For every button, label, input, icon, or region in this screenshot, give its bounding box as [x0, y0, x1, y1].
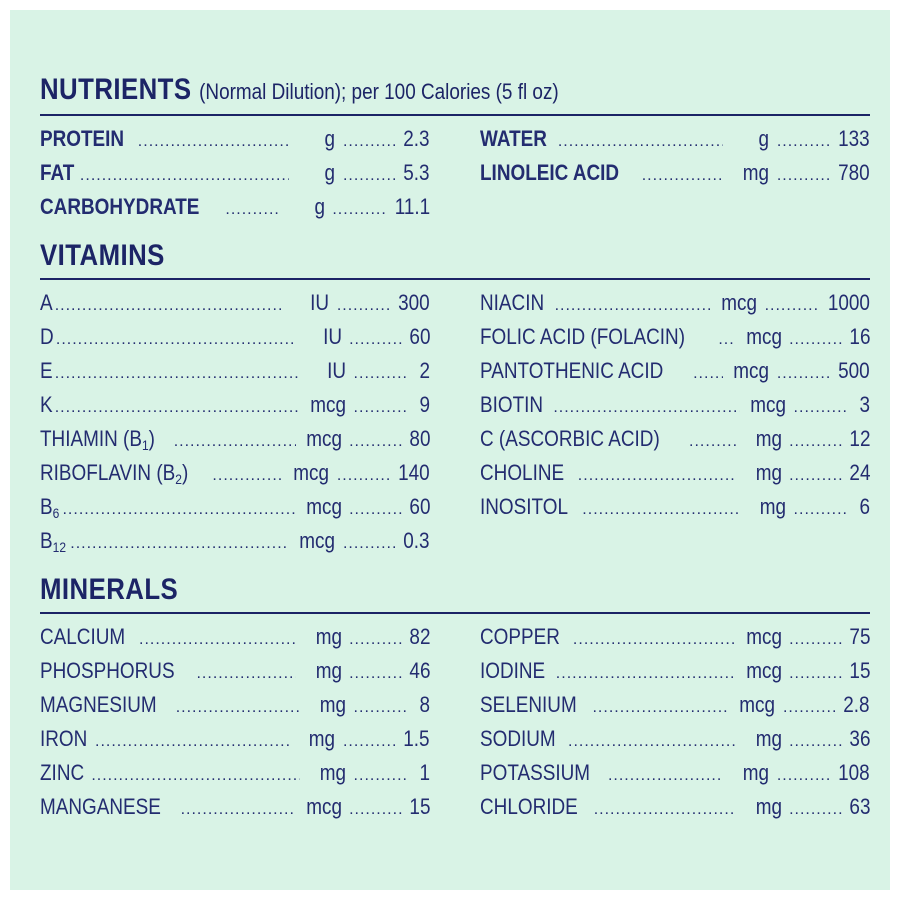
mineral-row-copper [480, 620, 870, 654]
section-divider [40, 114, 870, 116]
nutrition-panel [10, 10, 890, 890]
leader-dots [341, 125, 397, 159]
row-unit: mg [755, 460, 782, 485]
row-value: 108 [838, 760, 870, 785]
row-unit: mcg [745, 658, 782, 683]
leader-dots [555, 289, 711, 323]
leader-dots [573, 623, 736, 657]
row-value: 75 [848, 624, 870, 649]
leader-dots [788, 323, 844, 357]
row-label: SODIUM [480, 726, 556, 751]
nutrient-row-water [480, 122, 870, 156]
leader-dots [718, 323, 735, 357]
leader-dots [594, 793, 736, 827]
vitamin-row-niacin [480, 286, 870, 320]
leader-dots [775, 159, 831, 193]
nutrients-right-column [480, 122, 870, 224]
row-unit: IU [322, 324, 342, 349]
row-label: ZINC [40, 760, 85, 785]
nutrients-title: NUTRIENTS [40, 73, 192, 106]
vitamin-row-b12 [40, 524, 430, 558]
mineral-row-chloride [480, 790, 870, 824]
leader-dots [341, 159, 397, 193]
row-value: 24 [848, 460, 870, 485]
row-label: MANGANESE [40, 794, 161, 819]
leader-dots [348, 425, 404, 459]
minerals-right-column [480, 620, 870, 824]
row-unit: mg [315, 624, 342, 649]
row-value: 500 [838, 358, 870, 383]
vitamins-right-column [480, 286, 870, 558]
leader-dots [568, 725, 736, 759]
label-subscript: 6 [52, 505, 60, 521]
row-unit: mg [755, 426, 782, 451]
vitamin-row-thiamin [40, 422, 430, 456]
leader-dots [642, 159, 724, 193]
row-value: 300 [398, 290, 430, 315]
leader-dots [352, 357, 408, 391]
row-unit: mcg [299, 528, 336, 553]
row-value: 0.3 [403, 528, 430, 553]
section-divider [40, 278, 870, 280]
nutrients-subtitle: (Normal Dilution); per 100 Calories (5 fl oz) [199, 79, 559, 104]
leader-dots [335, 459, 391, 493]
row-value: 3 [859, 392, 870, 417]
row-label: SELENIUM [480, 692, 577, 717]
row-unit: mcg [733, 358, 770, 383]
row-unit: mg [742, 160, 770, 185]
leader-dots [592, 691, 729, 725]
section-divider [40, 612, 870, 614]
row-value: 1 [419, 760, 430, 785]
row-unit: mg [309, 726, 336, 751]
label-text: THIAMIN (B [40, 426, 142, 451]
leader-dots [608, 759, 723, 793]
leader-dots [763, 289, 819, 323]
leader-dots [693, 357, 723, 391]
nutrients-columns [40, 122, 870, 224]
leader-dots [352, 759, 408, 793]
row-label: CHOLINE [480, 460, 565, 485]
section-gap [40, 224, 870, 238]
row-unit: mg [315, 658, 342, 683]
vitamin-row-d [40, 320, 430, 354]
row-unit: g [324, 126, 336, 151]
row-label: IODINE [480, 658, 546, 683]
row-value: 12 [848, 426, 870, 451]
leader-dots [176, 691, 300, 725]
vitamin-row-a [40, 286, 430, 320]
leader-dots [139, 623, 296, 657]
row-label: IRON [40, 726, 88, 751]
row-value: 36 [848, 726, 870, 751]
row-label [40, 524, 66, 564]
row-unit: g [314, 194, 325, 219]
row-value: 780 [838, 160, 870, 185]
leader-dots [578, 459, 736, 493]
leader-dots [348, 493, 404, 527]
row-label: CARBOHYDRATE [40, 194, 200, 219]
nutrient-row-linoleic-acid [480, 156, 870, 190]
row-label: PROTEIN [40, 126, 125, 151]
row-value: 63 [848, 794, 870, 819]
label-subscript: 2 [175, 471, 182, 487]
leader-dots [788, 657, 844, 691]
nutrient-row-protein [40, 122, 430, 156]
vitamins-heading [40, 238, 754, 274]
leader-dots [348, 657, 404, 691]
leader-dots [788, 425, 844, 459]
leader-dots [55, 289, 284, 323]
leader-dots [62, 493, 295, 527]
row-label: LINOLEIC ACID [480, 160, 620, 185]
leader-dots [91, 759, 300, 793]
row-value: 16 [848, 324, 870, 349]
row-value: 1000 [827, 290, 870, 315]
mineral-row-iron [40, 722, 430, 756]
row-unit: mg [319, 760, 346, 785]
row-unit: g [324, 160, 336, 185]
vitamin-row-pantothenic-acid [480, 354, 870, 388]
nutrients-left-column [40, 122, 430, 224]
row-unit: mcg [745, 324, 782, 349]
row-value: 6 [859, 494, 870, 519]
row-label: BIOTIN [480, 392, 544, 417]
row-value: 15 [848, 658, 870, 683]
row-value: 5.3 [403, 160, 430, 185]
vitamin-row-inositol [480, 490, 870, 524]
row-value: 80 [408, 426, 430, 451]
vitamins-title: VITAMINS [40, 239, 165, 272]
minerals-title: MINERALS [40, 573, 179, 606]
nutrient-row-fat [40, 156, 430, 190]
row-unit: mcg [305, 794, 342, 819]
leader-dots [348, 323, 404, 357]
mineral-row-manganese [40, 790, 430, 824]
nutrients-heading [40, 72, 754, 110]
nutrition-table [40, 72, 870, 824]
row-unit: mcg [745, 624, 782, 649]
row-value: 60 [408, 494, 430, 519]
row-value: 9 [419, 392, 430, 417]
vitamin-row-biotin [480, 388, 870, 422]
row-unit: IU [327, 358, 346, 383]
label-suffix: ) [148, 426, 155, 451]
row-value: 133 [838, 126, 870, 151]
leader-dots [341, 527, 397, 561]
label-text: RIBOFLAVIN (B [40, 460, 176, 485]
row-value: 11.1 [394, 194, 430, 219]
leader-dots [348, 793, 404, 827]
row-label: CHLORIDE [480, 794, 578, 819]
label-text: B [40, 528, 53, 553]
label-subscript: 12 [52, 539, 67, 555]
leader-dots [55, 391, 300, 425]
vitamin-row-riboflavin [40, 456, 430, 490]
mineral-row-magnesium [40, 688, 430, 722]
leader-dots [582, 493, 740, 527]
row-value: 8 [419, 692, 430, 717]
row-label: FOLIC ACID (FOLACIN) [480, 324, 685, 349]
row-unit: mg [319, 692, 346, 717]
row-unit: mg [759, 494, 786, 519]
row-value: 140 [398, 460, 430, 485]
row-value: 1.5 [403, 726, 430, 751]
row-unit: mcg [305, 426, 342, 451]
vitamins-columns [40, 286, 870, 558]
row-unit: g [758, 126, 770, 151]
leader-dots [80, 159, 289, 193]
row-unit: mcg [739, 692, 776, 717]
vitamins-left-column [40, 286, 430, 558]
label-suffix: ) [181, 460, 189, 485]
row-label: INOSITOL [480, 494, 568, 519]
vitamin-row-choline [480, 456, 870, 490]
row-unit: mcg [305, 494, 342, 519]
row-unit: mg [742, 760, 770, 785]
leader-dots [781, 691, 837, 725]
mineral-row-phosphorus [40, 654, 430, 688]
leader-dots [775, 357, 831, 391]
nutrient-row-carbohydrate [40, 190, 430, 224]
row-value: 60 [408, 324, 430, 349]
row-unit: mg [755, 726, 782, 751]
row-value: 2.3 [403, 126, 430, 151]
mineral-row-iodine [480, 654, 870, 688]
vitamin-row-folic-acid [480, 320, 870, 354]
mineral-row-calcium [40, 620, 430, 654]
row-label: CALCIUM [40, 624, 126, 649]
leader-dots [775, 759, 831, 793]
row-label: K [40, 392, 53, 417]
leader-dots [553, 391, 740, 425]
row-value: 2 [419, 358, 430, 383]
row-label: D [40, 324, 54, 349]
row-value: 46 [408, 658, 430, 683]
mineral-row-potassium [480, 756, 870, 790]
row-label: PHOSPHORUS [40, 658, 175, 683]
minerals-columns [40, 620, 870, 824]
row-value: 15 [408, 794, 430, 819]
leader-dots [55, 357, 300, 391]
row-label: COPPER [480, 624, 560, 649]
leader-dots [95, 725, 289, 759]
row-unit: mcg [293, 460, 330, 485]
label-subscript: 1 [141, 437, 149, 453]
leader-dots [352, 691, 408, 725]
leader-dots [348, 623, 404, 657]
row-label: NIACIN [480, 290, 545, 315]
leader-dots [225, 193, 278, 227]
row-unit: mg [755, 794, 782, 819]
mineral-row-selenium [480, 688, 870, 722]
leader-dots [558, 125, 723, 159]
row-label: E [40, 358, 53, 383]
leader-dots [689, 425, 735, 459]
row-unit: mcg [310, 392, 346, 417]
label-text: B [40, 494, 53, 519]
leader-dots [788, 793, 844, 827]
leader-dots [792, 493, 848, 527]
row-label: POTASSIUM [480, 760, 591, 785]
leader-dots [352, 391, 408, 425]
mineral-row-zinc [40, 756, 430, 790]
row-label: WATER [480, 126, 547, 151]
leader-dots [792, 391, 848, 425]
vitamin-row-e [40, 354, 430, 388]
row-label: PANTOTHENIC ACID [480, 358, 664, 383]
leader-dots [174, 425, 296, 459]
leader-dots [788, 623, 844, 657]
minerals-left-column [40, 620, 430, 824]
minerals-heading [40, 572, 754, 608]
leader-dots [56, 323, 296, 357]
row-value: 82 [408, 624, 430, 649]
leader-dots [556, 657, 736, 691]
row-label: C (ASCORBIC ACID) [480, 426, 660, 451]
leader-dots [70, 527, 289, 561]
row-label: FAT [40, 160, 75, 185]
leader-dots [212, 459, 283, 493]
mineral-row-sodium [480, 722, 870, 756]
leader-dots [138, 125, 290, 159]
leader-dots [788, 725, 844, 759]
row-label: MAGNESIUM [40, 692, 157, 717]
vitamin-row-k [40, 388, 430, 422]
row-label: A [40, 290, 53, 315]
vitamin-row-c [480, 422, 870, 456]
leader-dots [331, 193, 387, 227]
leader-dots [341, 725, 397, 759]
row-label [40, 456, 188, 496]
leader-dots [775, 125, 831, 159]
leader-dots [335, 289, 391, 323]
row-unit: IU [310, 290, 330, 315]
row-value: 2.8 [843, 692, 870, 717]
leader-dots [788, 459, 844, 493]
row-unit: mcg [721, 290, 758, 315]
row-unit: mcg [750, 392, 786, 417]
leader-dots [196, 657, 295, 691]
leader-dots [181, 793, 296, 827]
